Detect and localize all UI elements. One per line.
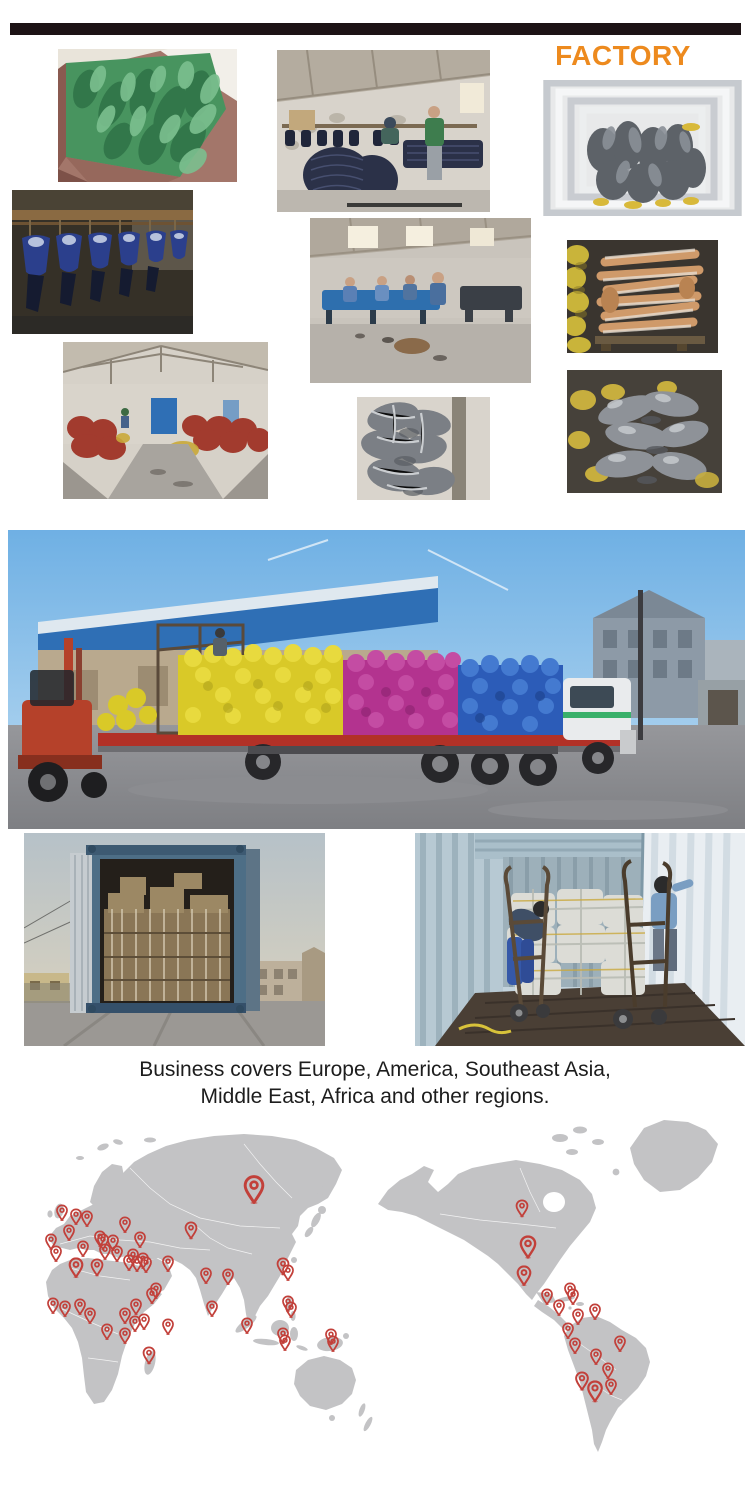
business-caption-line1: Business covers Europe, America, Southeast Asia, (139, 1058, 611, 1081)
container-boxes-illustration (24, 833, 325, 1046)
container-bundles-illustration (543, 80, 742, 216)
photo-container-grey-bundles (543, 80, 742, 216)
location-pin-icon (51, 1246, 61, 1262)
location-pin-icon (280, 1335, 290, 1351)
hanging-rack-illustration (12, 190, 193, 334)
green-bags-illustration (58, 49, 237, 182)
photo-container-boxes (24, 833, 325, 1046)
workshop-benches-illustration (310, 218, 531, 383)
top-divider-bar (10, 23, 741, 35)
workshop-illustration (277, 50, 490, 212)
photo-blue-products-hanging (12, 190, 193, 334)
photo-workshop-assembly (277, 50, 490, 212)
grey-bundles-illustration (357, 397, 490, 500)
grey-yellow-bundles-illustration (567, 370, 722, 493)
location-pin-icon (163, 1319, 173, 1335)
warehouse-aisle-illustration (63, 342, 268, 499)
container-loading-illustration (415, 833, 745, 1046)
truck-illustration (8, 530, 745, 829)
business-caption-line2: Middle East, Africa and other regions. (200, 1085, 550, 1108)
location-pin-icon (48, 1298, 58, 1314)
photo-green-bags-stack (58, 49, 237, 182)
photo-container-hand-trucks (415, 833, 745, 1046)
photo-grey-bundles-yellow (567, 370, 722, 493)
photo-warehouse-red-stacks (63, 342, 268, 499)
photo-wrapped-handles-pallet (567, 240, 718, 353)
wrapped-handles-illustration (567, 240, 718, 353)
world-map (0, 1108, 750, 1500)
map-landmasses (46, 1120, 718, 1452)
photo-workshop-benches (310, 218, 531, 383)
photo-flatbed-truck (8, 530, 745, 829)
location-pin-icon (46, 1234, 56, 1250)
photo-grey-bundles-closeup (357, 397, 490, 500)
location-pin-icon (139, 1314, 149, 1330)
world-map-svg (0, 1108, 750, 1500)
factory-heading: FACTORY (555, 40, 691, 71)
location-pin-icon (283, 1265, 293, 1281)
